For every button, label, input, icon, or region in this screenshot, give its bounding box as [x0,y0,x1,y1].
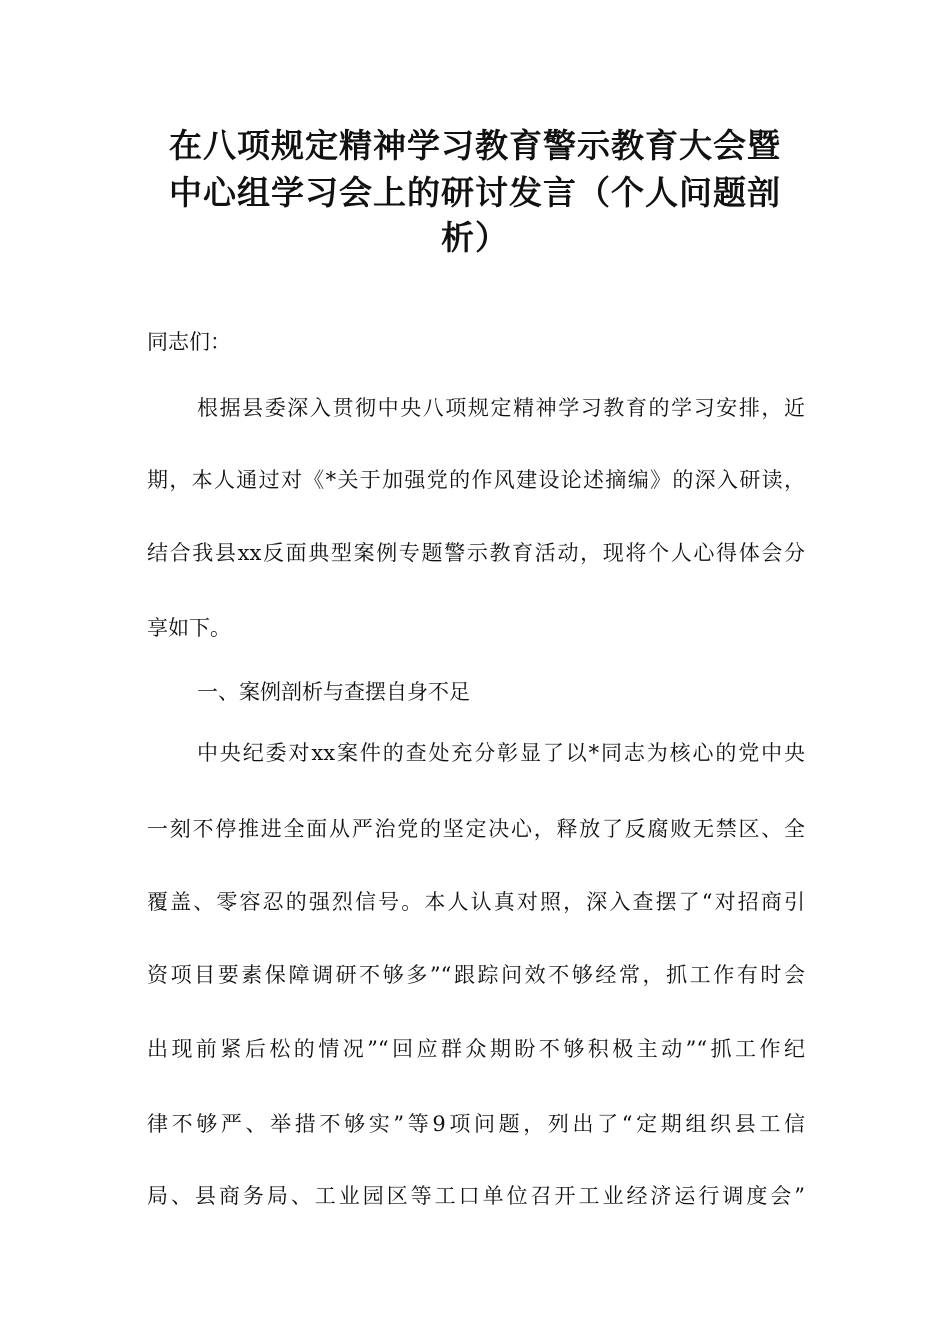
section-heading: 一、案例剖析与查摆自身不足 [197,680,470,704]
text-line: 局、县商务局、工业园区等工口单位召开工业经济运行调度会” [147,1184,805,1208]
text-line: 资项目要素保障调研不够多”“跟踪问效不够经常，抓工作有时会 [147,963,805,987]
salutation: 同志们： [147,330,231,354]
text-line: 根据县委深入贯彻中央八项规定精神学习教育的学习安排，近 [197,396,805,420]
title-line: 中心组学习会上的研讨发言（个人问题剖 [169,173,781,212]
title-line: 在八项规定精神学习教育警示教育大会暨 [169,126,781,165]
text-line: 结合我县xx反面典型案例专题警示教育活动，现将个人心得体会分 [147,541,805,565]
text-line: 享如下。 [147,616,231,640]
text-line: 律不够严、举措不够实”等9项问题，列出了“定期组织县工信 [147,1112,805,1136]
text-line: 一刻不停推进全面从严治党的坚定决心，释放了反腐败无禁区、全 [147,817,805,841]
text-line: 出现前紧后松的情况”“回应群众期盼不够积极主动”“抓工作纪 [147,1037,805,1061]
text-line: 期，本人通过对《*关于加强党的作风建设论述摘编》的深入研读， [147,468,805,492]
text-line: 覆盖、零容忍的强烈信号。本人认真对照，深入查摆了“对招商引 [147,890,805,914]
text-line: 中央纪委对xx案件的查处充分彰显了以*同志为核心的党中央 [197,741,805,765]
title-line: 析） [441,218,509,257]
